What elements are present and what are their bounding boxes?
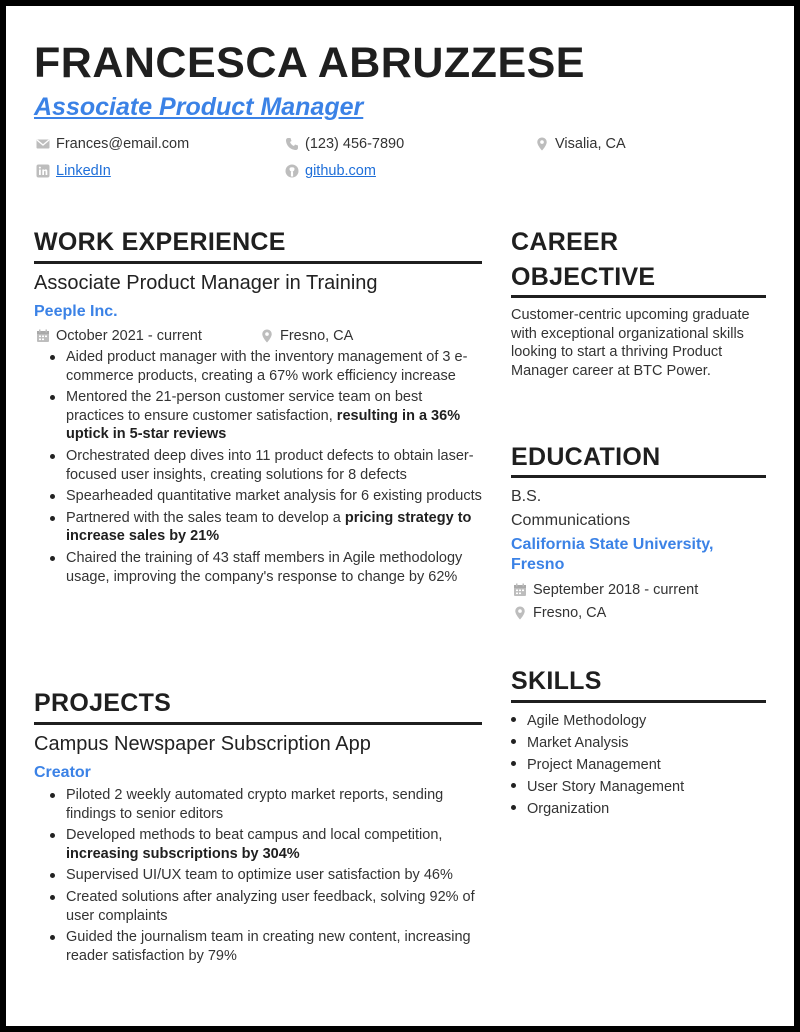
resume-page [6, 6, 794, 1026]
education-degree: B.S. [511, 488, 542, 505]
job-title-headline[interactable]: Associate Product Manager [34, 93, 364, 121]
skills-heading: SKILLS [511, 667, 602, 695]
work-bullets [34, 348, 482, 589]
list-item: Guided the journalism team in creating new content, increasing reader satisfaction by 79% [34, 928, 482, 965]
education-heading-rule [511, 475, 766, 478]
work-location-text: Fresno, CA [280, 328, 354, 344]
education-location-text: Fresno, CA [533, 605, 607, 621]
list-item: Developed methods to beat campus and local competition, increasing subscriptions by 304% [34, 826, 482, 863]
linkedin-icon [36, 164, 50, 178]
work-dates-text: October 2021 - current [56, 328, 202, 344]
envelope-icon [36, 137, 50, 151]
map-pin-icon [260, 329, 274, 343]
map-pin-icon [513, 606, 527, 620]
education-school: California State University, Fresno [511, 536, 714, 573]
career-objective-heading-line1: CAREER [511, 228, 619, 256]
email-text: Frances@email.com [56, 136, 190, 152]
work-company: Peeple Inc. [34, 303, 118, 320]
project-title: Campus Newspaper Subscription App [34, 733, 371, 755]
linkedin-link[interactable]: LinkedIn [56, 163, 111, 179]
contact-phone [285, 137, 404, 152]
github-icon [285, 164, 299, 178]
work-location [260, 329, 353, 344]
phone-text: (123) 456-7890 [305, 136, 405, 152]
contact-email [36, 137, 189, 152]
career-objective-heading-line2: OBJECTIVE [511, 263, 656, 291]
list-item: Partnered with the sales team to develop a pricing strategy to increase sales by 21% [34, 509, 482, 546]
list-item: Market Analysis [495, 732, 765, 754]
skills-list [495, 710, 765, 820]
list-item: Agile Methodology [495, 710, 765, 732]
list-item: Created solutions after analyzing user feedback, solving 92% of user complaints [34, 888, 482, 925]
contact-location [535, 137, 626, 152]
list-item: Organization [495, 798, 765, 820]
list-item: Project Management [495, 754, 765, 776]
skills-heading-rule [511, 700, 766, 703]
list-item: Orchestrated deep dives into 11 product defects to obtain laser-focused user insights, creating solutions for 8 defects [34, 447, 482, 484]
list-item: User Story Management [495, 776, 765, 798]
education-field: Communications [511, 512, 631, 529]
list-item: Mentored the 21-person customer service team on best practices to ensure customer satisfaction, resulting in a 36% uptick in 5-star reviews [34, 388, 482, 444]
contact-linkedin [36, 164, 111, 179]
project-role: Creator [34, 764, 91, 781]
projects-heading: PROJECTS [34, 689, 172, 717]
list-item: Aided product manager with the inventory management of 3 e-commerce products, creating a 67% work efficiency increase [34, 348, 482, 385]
objective-text: Customer-centric upcoming graduate with exceptional organizational skills looking to start a thriving Product Manager career at BTC Power. [511, 307, 750, 379]
list-item: Spearheaded quantitative market analysis for 6 existing products [34, 487, 482, 506]
education-heading: EDUCATION [511, 443, 661, 471]
work-dates [36, 329, 202, 344]
calendar-icon [36, 329, 50, 343]
projects-heading-rule [34, 722, 482, 725]
list-item: Supervised UI/UX team to optimize user satisfaction by 46% [34, 866, 482, 885]
education-dates [513, 583, 698, 598]
education-location [513, 606, 606, 621]
work-heading-rule [34, 261, 482, 264]
objective-heading-rule [511, 295, 766, 298]
list-item: Chaired the training of 43 staff members in Agile methodology usage, improving the company's response to change by 62% [34, 549, 482, 586]
calendar-icon [513, 583, 527, 597]
contact-github [285, 164, 376, 179]
work-job-title: Associate Product Manager in Training [34, 272, 378, 294]
work-experience-heading: WORK EXPERIENCE [34, 228, 286, 256]
project-bullets [34, 786, 482, 968]
phone-icon [285, 137, 299, 151]
list-item: Piloted 2 weekly automated crypto market reports, sending findings to senior editors [34, 786, 482, 823]
education-dates-text: September 2018 - current [533, 582, 699, 598]
github-link[interactable]: github.com [305, 163, 376, 179]
map-pin-icon [535, 137, 549, 151]
candidate-name: FRANCESCA ABRUZZESE [34, 39, 585, 87]
location-text: Visalia, CA [555, 136, 626, 152]
